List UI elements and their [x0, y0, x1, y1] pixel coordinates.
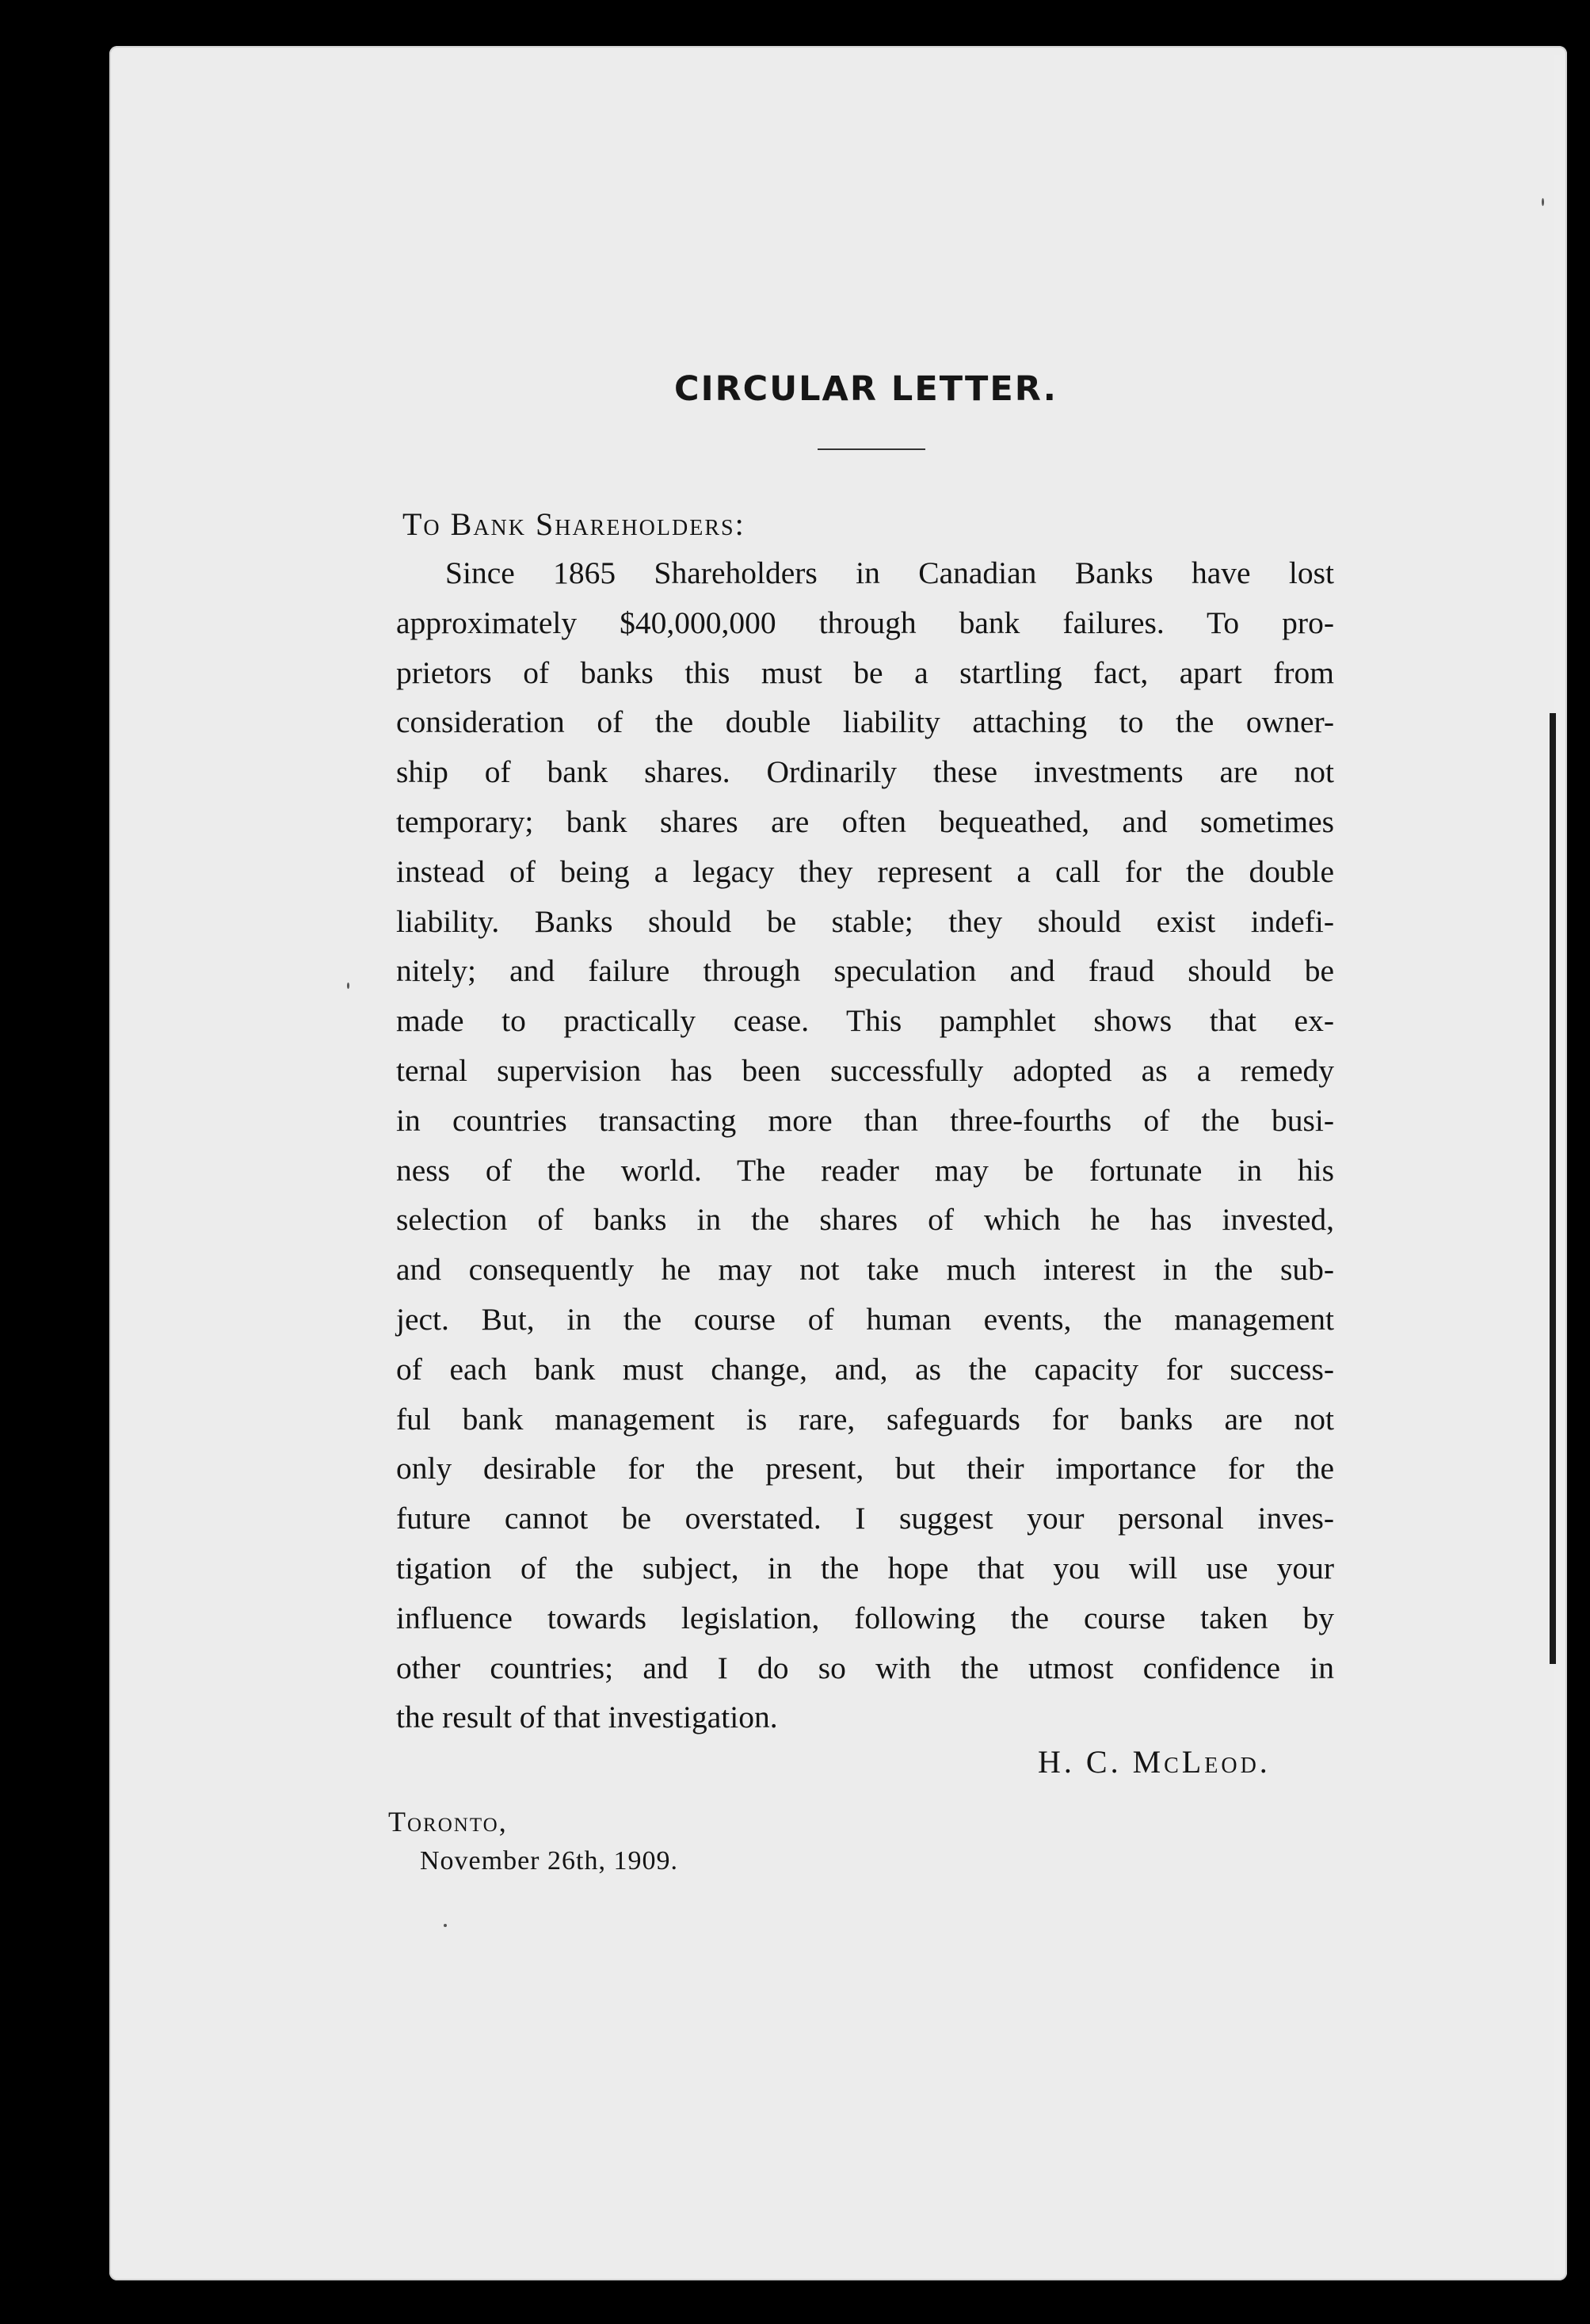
body-line: tigation of the subject, in the hope that you will use your	[396, 1550, 1334, 1586]
salutation: To Bank Shareholders:	[402, 506, 745, 542]
body-line: the result of that investigation.	[396, 1700, 778, 1735]
body-line: influence towards legislation, following the course taken by	[396, 1600, 1334, 1635]
scan-speck	[444, 1924, 447, 1927]
body-line: Since 1865 Shareholders in Canadian Banks have lost	[445, 555, 1334, 590]
body-line: liability. Banks should be stable; they should exist indefi-	[396, 903, 1334, 939]
letter-body	[396, 548, 1334, 1742]
body-line: of each bank must change, and, as the capacity for success-	[396, 1351, 1334, 1387]
body-line: instead of being a legacy they represent a call for the double	[396, 853, 1334, 889]
body-line: and consequently he may not take much interest in the sub-	[396, 1252, 1334, 1288]
body-line: selection of banks in the shares of which he has invested,	[396, 1202, 1334, 1238]
body-line: ful bank management is rare, safeguards for banks are not	[396, 1401, 1334, 1437]
signature: H. C. McLeod.	[1038, 1744, 1271, 1780]
body-line: other countries; and I do so with the utmost confidence in	[396, 1650, 1334, 1685]
body-line: only desirable for the present, but their importance for the	[396, 1451, 1334, 1486]
body-line: prietors of banks this must be a startling fact, apart from	[396, 654, 1334, 690]
date-line: November 26th, 1909.	[420, 1846, 678, 1876]
body-line: approximately $40,000,000 through bank failures. To pro-	[396, 605, 1334, 640]
place-line: Toronto,	[388, 1806, 508, 1837]
scan-speck	[347, 983, 349, 989]
body-line: in countries transacting more than three-fourths of the busi-	[396, 1102, 1334, 1138]
page-edge-shadow	[1550, 713, 1556, 1664]
body-line: ness of the world. The reader may be fortunate in his	[396, 1152, 1334, 1188]
body-line: ship of bank shares. Ordinarily these investments are not	[396, 754, 1334, 790]
scan-speck	[1542, 198, 1544, 206]
body-line: future cannot be overstated. I suggest your personal inves-	[396, 1501, 1334, 1536]
body-line: made to practically cease. This pamphlet shows that ex-	[396, 1003, 1334, 1039]
title-divider	[818, 448, 925, 450]
body-line: temporary; bank shares are often bequeathed, and sometimes	[396, 803, 1334, 839]
body-line: consideration of the double liability attaching to the owner-	[396, 704, 1334, 740]
document-title: CIRCULAR LETTER.	[674, 369, 1058, 409]
body-line: nitely; and failure through speculation and fraud should be	[396, 953, 1334, 989]
body-line: ternal supervision has been successfully adopted as a remedy	[396, 1052, 1334, 1088]
body-line: ject. But, in the course of human events, the management	[396, 1301, 1334, 1337]
